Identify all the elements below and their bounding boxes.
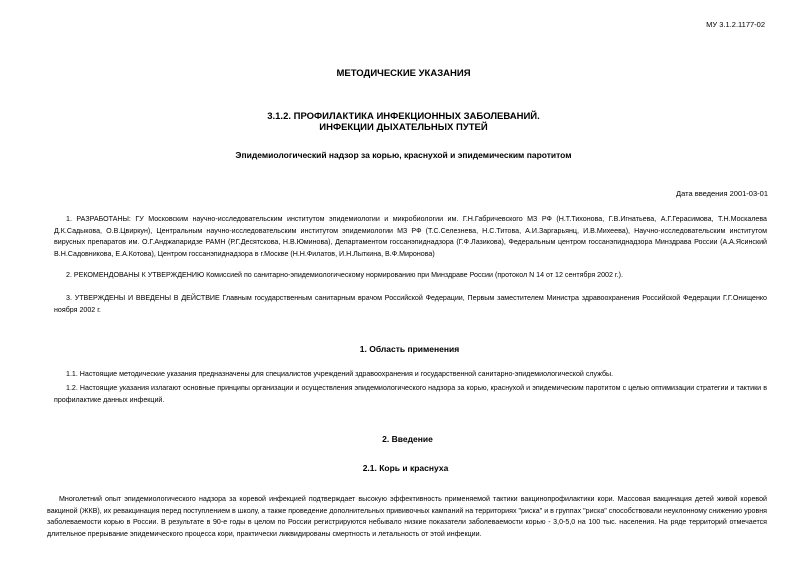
document-type-title: МЕТОДИЧЕСКИЕ УКАЗАНИЯ (336, 68, 471, 79)
series-title-line2: ИНФЕКЦИИ ДЫХАТЕЛЬНЫХ ПУТЕЙ (319, 122, 488, 133)
document-subject: Эпидемиологический надзор за корью, краснухой и эпидемическим паротитом (235, 150, 572, 160)
preamble-approved: 3. УТВЕРЖДЕНЫ И ВВЕДЕНЫ В ДЕЙСТВИЕ Главным государственным санитарным врачом Российской Федерации, Первым заместителем Министра здравоохранения Российской Федерации Г.Г.Онищенко ноября 2002 г. (54, 294, 767, 314)
series-title-line1: 3.1.2. ПРОФИЛАКТИКА ИНФЕКЦИОННЫХ ЗАБОЛЕВАНИЙ. (267, 111, 540, 122)
introduction-date: Дата введения 2001-03-01 (676, 189, 768, 198)
section-1-paragraph-2: 1.2. Настоящие указания излагают основные принципы организации и осуществления эпидемиологического надзора за корью, краснухой и эпидемическим паротитом с целью оптимизации стратегии и тактики в профилактике данных инфекций. (54, 384, 767, 404)
document-code: МУ 3.1.2.1177-02 (706, 20, 765, 29)
preamble-recommended: 2. РЕКОМЕНДОВАНЫ К УТВЕРЖДЕНИЮ Комиссией по санитарно-эпидемиологическому нормированию при Минздраве России (протокол N 14 от 12 сентября 2002 г.). (66, 271, 623, 279)
section-1-title: 1. Область применения (359, 344, 460, 354)
section-2-1-paragraph-1: Многолетний опыт эпидемиологического надзора за коревой инфекцией подтверждает высокую эффективность применяемой тактики вакцинопрофилактики кори. Массовая вакцинация детей живой коревой вакциной (ЖКВ), их ревакцинация перед поступлением в школу, а также проведение дополнительных прививочных кампаний на территориях "риска" и в группах "риска" способствовали неуклонному снижению уровня заболеваемости корью в России. В результате в 90-е годы в целом по России регистрируются небывало низкие показатели заболеваемости корью - 3,0-5,0 на 100 тыс. населения. На ряде территорий отмечается длительное прерывание эпидемического процесса кори, практически ликвидированы смертность и летальность от этой инфекции. (47, 495, 767, 538)
section-2-title: 2. Введение (382, 434, 433, 444)
section-2-1-title: 2.1. Корь и краснуха (362, 463, 449, 473)
section-1-paragraph-1: 1.1. Настоящие методические указания предназначены для специалистов учреждений здравоохранения и государственной санитарно-эпидемиологической службы. (66, 370, 614, 378)
preamble-developed-by: 1. РАЗРАБОТАНЫ: ГУ Московским научно-исследовательским институтом эпидемиологии и микробиологии им. Г.Н.Габричевского МЗ РФ (Н.Т.Тихонова, Г.В.Игнатьева, А.Г.Герасимова, Т.Н.Москалева Д.К.Садыкова, О.В.Цвиркун), Центральным научно-исследовательским институтом эпидемиологии МЗ РФ (Т.С.Селезнева, Н.С.Титова, А.И.Заргарьянц, И.В.Михеева), Научно-исследовательским институтом вирусных препаратов им. О.Г.Анджапаридзе РАМН (Р.Г.Десятскова, Н.В.Юминова), Департаментом госсанэпиднадзора (Г.Ф.Лазикова), Федеральным центром госсанэпиднадзора Минздрава России (А.А.Ясинский В.Н.Садовникова, Е.А.Котова), Центром госсанэпиднадзора в г.Москве (Н.Н.Филатов, И.Н.Лыткина, В.Ф.Миронова) (54, 215, 767, 258)
